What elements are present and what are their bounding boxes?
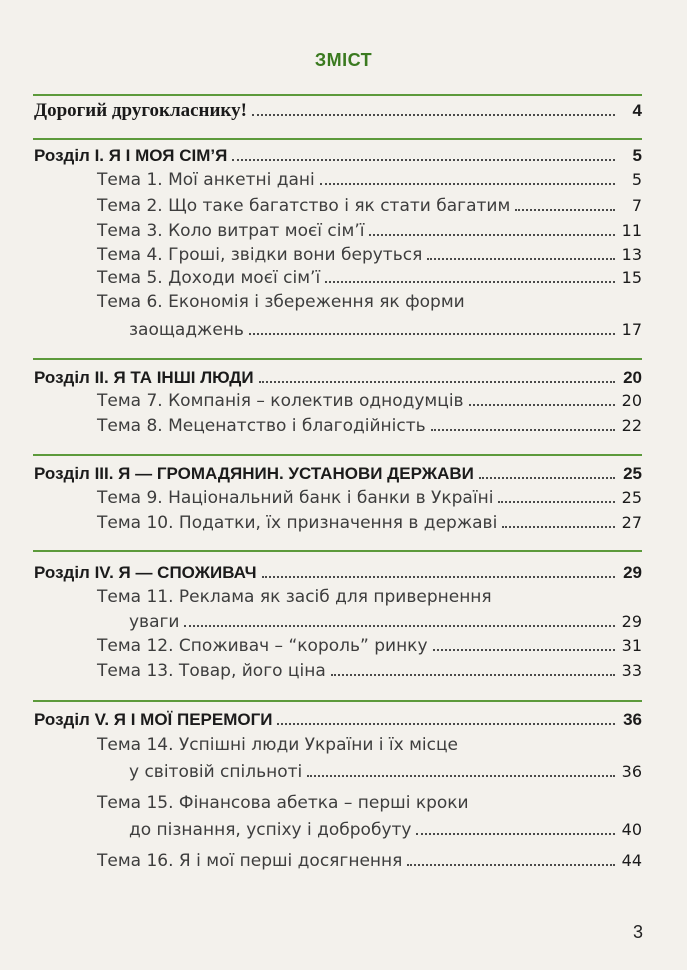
divider — [33, 358, 642, 360]
topic-label: Тема 11. Реклама як засіб для привернення — [97, 587, 492, 607]
toc-topic — [97, 661, 642, 681]
leader-dots — [427, 246, 615, 260]
toc-page: 7 — [631, 196, 642, 215]
toc-topic — [97, 292, 465, 312]
topic-label: Тема 12. Споживач – “король” ринку — [97, 636, 428, 656]
leader-dots — [331, 662, 615, 676]
toc-topic-continuation — [129, 612, 642, 632]
topic-label: Тема 7. Компанія – колектив однодумців — [97, 391, 464, 411]
toc-topic — [97, 170, 642, 190]
page-title: ЗМІСТ — [314, 50, 373, 70]
toc-topic-continuation — [129, 320, 642, 340]
toc-page: 4 — [632, 101, 642, 120]
toc-page: 20 — [621, 391, 642, 410]
topic-label: Тема 8. Меценатство і благодійність — [97, 416, 426, 436]
leader-dots — [407, 852, 615, 866]
leader-dots — [184, 613, 615, 627]
toc-intro — [34, 100, 642, 122]
toc-page: 36 — [621, 762, 642, 781]
toc-page: 44 — [621, 851, 642, 870]
toc-topic-continuation — [129, 820, 642, 840]
leader-dots — [232, 147, 615, 161]
topic-label: Тема 16. Я і мої перші досягнення — [97, 851, 403, 871]
toc-page: 29 — [623, 563, 642, 582]
topic-label: Тема 3. Коло витрат моєї сім’ї — [97, 221, 365, 241]
leader-dots — [515, 197, 615, 211]
leader-dots — [307, 763, 615, 777]
toc-section — [34, 368, 642, 388]
toc-page: 17 — [621, 320, 642, 339]
topic-label: Тема 14. Успішні люди України і їх місце — [97, 735, 459, 755]
leader-dots — [479, 465, 615, 479]
toc-section — [34, 464, 642, 484]
divider — [33, 94, 642, 96]
divider — [33, 454, 642, 456]
topic-label: Тема 2. Що таке багатство і як стати багатим — [97, 196, 511, 216]
toc-section — [34, 710, 642, 730]
toc-topic — [97, 851, 642, 871]
section-label: Розділ I. Я І МОЯ СІМ’Я — [34, 146, 228, 165]
leader-dots — [320, 171, 615, 185]
toc-topic — [97, 268, 642, 288]
toc-section — [34, 563, 642, 583]
section-label: Розділ III. Я — ГРОМАДЯНИН. УСТАНОВИ ДЕРЖАВИ — [34, 464, 474, 483]
toc-page: 25 — [623, 464, 642, 483]
section-label: Розділ IV. Я — СПОЖИВАЧ — [34, 563, 257, 582]
divider — [33, 138, 642, 140]
toc-page: 13 — [621, 245, 642, 264]
toc-page: 20 — [623, 368, 642, 387]
toc-topic — [97, 587, 492, 607]
toc-topic — [97, 196, 642, 216]
topic-label: до пізнання, успіху і добробуту — [129, 820, 412, 840]
topic-label: Тема 10. Податки, їх призначення в державі — [97, 513, 498, 533]
toc-topic — [97, 735, 458, 755]
topic-label: Тема 5. Доходи моєї сім’ї — [97, 268, 321, 288]
leader-dots — [277, 711, 615, 725]
toc-topic-continuation — [129, 762, 642, 782]
leader-dots — [469, 392, 615, 406]
page-number: 3 — [632, 922, 643, 942]
toc-page: 36 — [623, 710, 642, 729]
leader-dots — [433, 637, 615, 651]
leader-dots — [325, 269, 615, 283]
toc-page: 40 — [621, 820, 642, 839]
section-label: Розділ V. Я І МОЇ ПЕРЕМОГИ — [34, 710, 273, 729]
toc-page: 27 — [621, 513, 642, 532]
topic-label: Тема 15. Фінансова абетка – перші кроки — [97, 793, 469, 813]
toc-topic — [97, 391, 642, 411]
toc-page: 29 — [621, 612, 642, 631]
divider — [33, 550, 642, 552]
leader-dots — [502, 514, 615, 528]
toc-page: 5 — [631, 170, 642, 189]
toc-page: 31 — [621, 636, 642, 655]
toc-section — [34, 146, 642, 166]
topic-label: Тема 13. Товар, його ціна — [97, 661, 326, 681]
toc-page: 22 — [621, 416, 642, 435]
topic-label: заощаджень — [129, 320, 244, 340]
divider — [33, 700, 642, 702]
topic-label: уваги — [129, 612, 180, 632]
toc-page: 5 — [632, 146, 642, 165]
toc-topic — [97, 793, 469, 813]
topic-label: Тема 4. Гроші, звідки вони беруться — [97, 245, 423, 265]
topic-label: Тема 1. Мої анкетні дані — [97, 170, 315, 190]
leader-dots — [498, 489, 615, 503]
toc-topic — [97, 245, 642, 265]
toc-topic — [97, 416, 642, 436]
toc-page: 15 — [621, 268, 642, 287]
toc-topic — [97, 636, 642, 656]
leader-dots — [416, 821, 615, 835]
leader-dots — [252, 101, 615, 116]
topic-label: у світовій спільноті — [129, 762, 303, 782]
leader-dots — [259, 369, 615, 383]
topic-label: Тема 9. Національний банк і банки в Україні — [97, 488, 494, 508]
toc-intro-label: Дорогий другокласнику! — [34, 100, 247, 121]
toc-topic — [97, 488, 642, 508]
toc-page: 11 — [621, 221, 642, 240]
topic-label: Тема 6. Економія і збереження як форми — [97, 292, 465, 312]
leader-dots — [249, 321, 615, 335]
toc-page: 33 — [621, 661, 642, 680]
leader-dots — [431, 417, 615, 431]
toc-topic — [97, 513, 642, 533]
toc-page: 25 — [621, 488, 642, 507]
section-label: Розділ II. Я ТА ІНШІ ЛЮДИ — [34, 368, 254, 387]
toc-topic — [97, 221, 642, 241]
leader-dots — [262, 564, 615, 578]
leader-dots — [369, 222, 615, 236]
